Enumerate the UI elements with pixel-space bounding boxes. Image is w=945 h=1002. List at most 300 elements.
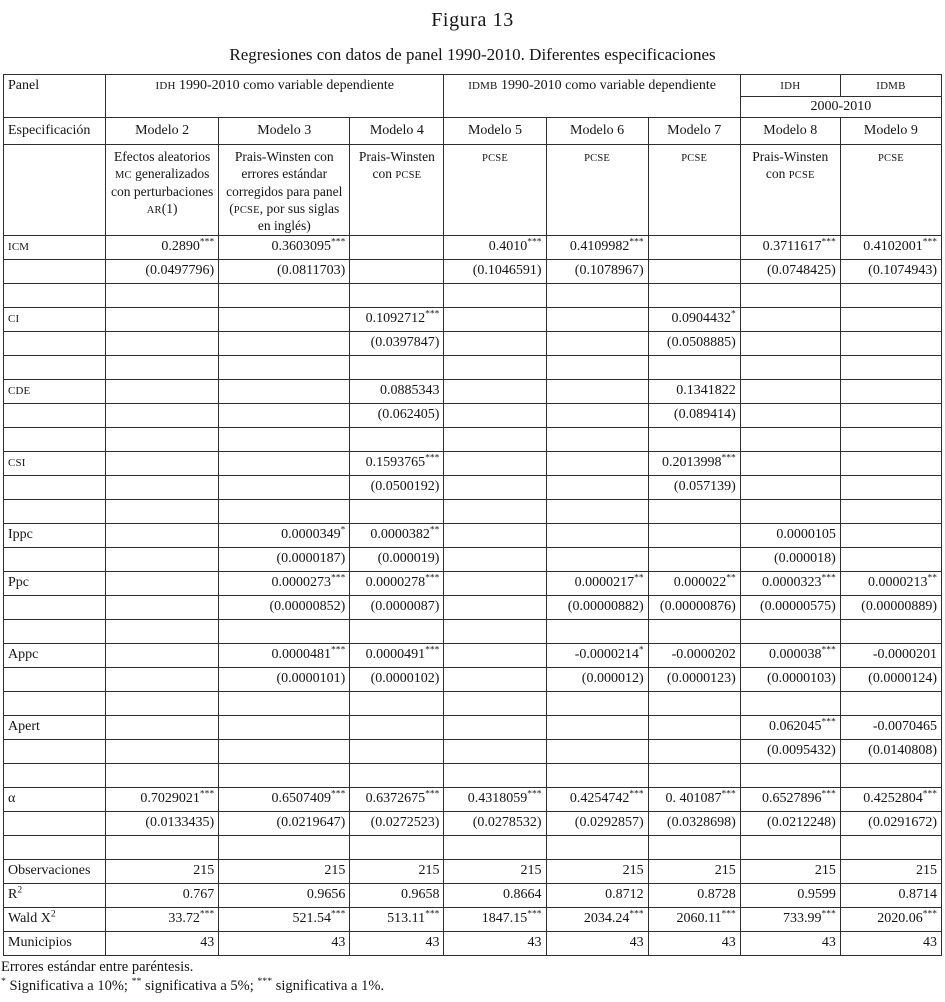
coef-cell	[840, 451, 941, 475]
empty-cell	[219, 283, 350, 307]
coef-cell	[840, 523, 941, 547]
coef-cell: 0.0000491***	[350, 643, 444, 667]
stat-cell: 0.8714	[840, 883, 941, 907]
se-cell: (0.0292857)	[546, 811, 648, 835]
se-cell	[740, 403, 840, 427]
coef-cell	[546, 523, 648, 547]
empty-cell	[106, 355, 219, 379]
row-label	[4, 403, 106, 427]
se-cell: (0.0000102)	[350, 667, 444, 691]
empty-cell	[740, 763, 840, 787]
coef-cell	[444, 307, 546, 331]
empty-cell	[219, 835, 350, 859]
empty-cell	[444, 763, 546, 787]
coef-cell	[444, 571, 546, 595]
empty-cell	[106, 499, 219, 523]
se-cell: (0.0000123)	[648, 667, 740, 691]
spec-cell: PCSE	[546, 145, 648, 236]
coef-cell: 0.7029021***	[106, 787, 219, 811]
coef-cell	[350, 715, 444, 739]
empty-cell	[740, 691, 840, 715]
empty-cell	[444, 835, 546, 859]
empty-cell	[840, 355, 941, 379]
table-row	[4, 523, 942, 547]
coef-cell	[106, 523, 219, 547]
coef-cell	[546, 307, 648, 331]
empty-cell	[444, 427, 546, 451]
stat-cell: 513.11***	[350, 907, 444, 931]
empty-cell	[648, 427, 740, 451]
empty-cell	[546, 835, 648, 859]
table-row	[4, 931, 942, 955]
empty-cell	[648, 499, 740, 523]
se-cell: (0.0212248)	[740, 811, 840, 835]
coef-cell: 0.0000481***	[219, 643, 350, 667]
coef-cell: 0.0000323***	[740, 571, 840, 595]
empty-cell	[444, 691, 546, 715]
row-label	[4, 739, 106, 763]
se-cell: (0.0000103)	[740, 667, 840, 691]
se-cell	[648, 739, 740, 763]
empty-cell	[840, 427, 941, 451]
empty-cell	[444, 499, 546, 523]
empty-cell	[444, 619, 546, 643]
stat-cell: 1847.15***	[444, 907, 546, 931]
stat-cell: 43	[444, 931, 546, 955]
se-cell	[350, 259, 444, 283]
se-cell	[546, 739, 648, 763]
se-cell	[219, 739, 350, 763]
stat-cell: 0.8664	[444, 883, 546, 907]
spec-cell: PCSE	[648, 145, 740, 236]
row-label: Municipios	[4, 931, 106, 955]
se-cell: (0.0219647)	[219, 811, 350, 835]
se-cell	[106, 547, 219, 571]
empty-cell	[648, 835, 740, 859]
empty-cell	[740, 283, 840, 307]
spacer-row	[4, 283, 942, 307]
se-cell	[444, 547, 546, 571]
se-cell	[350, 739, 444, 763]
se-cell	[219, 331, 350, 355]
coef-cell: 0.3603095***	[219, 235, 350, 259]
stat-cell: 0.767	[106, 883, 219, 907]
empty-cell	[546, 355, 648, 379]
stat-cell: 215	[350, 859, 444, 883]
coef-cell: 0.6372675***	[350, 787, 444, 811]
se-cell: (0.0000101)	[219, 667, 350, 691]
coef-cell: -0.0000214*	[546, 643, 648, 667]
table-row	[4, 307, 942, 331]
table-row	[4, 571, 942, 595]
se-cell	[840, 331, 941, 355]
table-row	[4, 331, 942, 355]
coef-cell	[219, 715, 350, 739]
header-row-models	[4, 118, 942, 145]
coef-cell: 0.000022**	[648, 571, 740, 595]
se-cell: (0.0278532)	[444, 811, 546, 835]
empty-cell	[219, 427, 350, 451]
stat-cell: 43	[106, 931, 219, 955]
se-cell: (0.089414)	[648, 403, 740, 427]
coef-cell: 0.4254742***	[546, 787, 648, 811]
empty-cell	[740, 835, 840, 859]
se-cell	[840, 475, 941, 499]
model-header: Modelo 5	[444, 118, 546, 145]
empty-cell	[106, 427, 219, 451]
row-label: Appc	[4, 643, 106, 667]
se-cell	[546, 403, 648, 427]
empty-cell	[546, 499, 648, 523]
se-cell	[444, 595, 546, 619]
se-cell: (0.1078967)	[546, 259, 648, 283]
coef-cell	[219, 451, 350, 475]
coef-cell: 0.062045***	[740, 715, 840, 739]
coef-cell: 0.000038***	[740, 643, 840, 667]
row-label	[4, 499, 106, 523]
coef-cell: -0.0000201	[840, 643, 941, 667]
empty-cell	[444, 283, 546, 307]
se-cell	[444, 403, 546, 427]
row-label	[4, 811, 106, 835]
header-row-panel	[4, 75, 942, 97]
se-cell	[840, 547, 941, 571]
se-cell	[546, 547, 648, 571]
table-row	[4, 403, 942, 427]
empty-cell	[740, 355, 840, 379]
empty-cell	[546, 427, 648, 451]
row-label	[4, 691, 106, 715]
se-cell: (0.0748425)	[740, 259, 840, 283]
group-header-idh-short: IDH	[740, 75, 840, 97]
se-cell	[840, 403, 941, 427]
row-label	[4, 667, 106, 691]
period-header: 2000-2010	[740, 97, 941, 118]
spacer-row	[4, 499, 942, 523]
spec-empty-cell	[4, 145, 106, 236]
stat-cell: 215	[444, 859, 546, 883]
se-cell	[546, 475, 648, 499]
se-cell	[106, 739, 219, 763]
stat-cell: 43	[740, 931, 840, 955]
empty-cell	[840, 283, 941, 307]
se-cell	[444, 739, 546, 763]
spacer-row	[4, 619, 942, 643]
coef-cell	[648, 715, 740, 739]
coef-cell: 0.0000278***	[350, 571, 444, 595]
se-cell	[740, 331, 840, 355]
table-row	[4, 907, 942, 931]
empty-cell	[350, 835, 444, 859]
se-cell: (0.0328698)	[648, 811, 740, 835]
stat-cell: 0.8712	[546, 883, 648, 907]
coef-cell: 0.0000273***	[219, 571, 350, 595]
table-row	[4, 595, 942, 619]
empty-cell	[106, 835, 219, 859]
model-header: Modelo 7	[648, 118, 740, 145]
row-label	[4, 355, 106, 379]
empty-cell	[350, 619, 444, 643]
se-cell: (0.0140808)	[840, 739, 941, 763]
coef-cell	[444, 715, 546, 739]
coef-cell	[840, 379, 941, 403]
coef-cell	[546, 451, 648, 475]
coef-cell	[740, 307, 840, 331]
stat-cell: 2034.24***	[546, 907, 648, 931]
coef-cell: 0.4102001***	[840, 235, 941, 259]
se-cell	[106, 667, 219, 691]
stat-cell: 215	[648, 859, 740, 883]
spacer-row	[4, 355, 942, 379]
table-row	[4, 667, 942, 691]
empty-cell	[740, 499, 840, 523]
coef-cell: -0.0000202	[648, 643, 740, 667]
stat-cell: 215	[546, 859, 648, 883]
model-header: Modelo 3	[219, 118, 350, 145]
spec-cell: Prais-Winsten con errores estándar corregidos para panel (PCSE, por sus siglas en inglés)	[219, 145, 350, 236]
se-cell	[219, 403, 350, 427]
model-header: Modelo 8	[740, 118, 840, 145]
row-label	[4, 283, 106, 307]
coef-cell: 0.6507409***	[219, 787, 350, 811]
se-cell: (0.062405)	[350, 403, 444, 427]
se-cell: (0.00000882)	[546, 595, 648, 619]
empty-cell	[546, 691, 648, 715]
se-cell: (0.0095432)	[740, 739, 840, 763]
spec-header-label: Especificación	[4, 118, 106, 145]
coef-cell	[350, 235, 444, 259]
row-label: CI	[4, 307, 106, 331]
se-cell: (0.000018)	[740, 547, 840, 571]
coef-cell: 0.1341822	[648, 379, 740, 403]
table-row	[4, 811, 942, 835]
spec-cell: Efectos aleatorios MC generalizados con perturbaciones AR(1)	[106, 145, 219, 236]
se-cell: (0.0000124)	[840, 667, 941, 691]
empty-cell	[106, 283, 219, 307]
coef-cell: 0.0904432*	[648, 307, 740, 331]
se-cell	[444, 667, 546, 691]
coef-cell	[648, 523, 740, 547]
stat-cell: 2020.06***	[840, 907, 941, 931]
table-row	[4, 235, 942, 259]
se-cell: (0.000012)	[546, 667, 648, 691]
coef-cell	[219, 379, 350, 403]
row-label	[4, 427, 106, 451]
coef-cell: 0.0000213**	[840, 571, 941, 595]
empty-cell	[219, 619, 350, 643]
spacer-row	[4, 427, 942, 451]
spec-cell: PCSE	[840, 145, 941, 236]
row-label: Apert	[4, 715, 106, 739]
se-cell: (0.0000087)	[350, 595, 444, 619]
se-cell: (0.00000876)	[648, 595, 740, 619]
se-cell	[219, 475, 350, 499]
se-cell: (0.0397847)	[350, 331, 444, 355]
se-cell: (0.0497796)	[106, 259, 219, 283]
table-row	[4, 883, 942, 907]
coef-cell: 0.0000382**	[350, 523, 444, 547]
row-label	[4, 259, 106, 283]
table-row	[4, 475, 942, 499]
se-cell: (0.0272523)	[350, 811, 444, 835]
se-cell	[106, 475, 219, 499]
coef-cell	[546, 379, 648, 403]
se-cell	[106, 331, 219, 355]
coef-cell: 0.1092712***	[350, 307, 444, 331]
coef-cell	[444, 379, 546, 403]
empty-cell	[840, 619, 941, 643]
coef-cell: 0.6527896***	[740, 787, 840, 811]
empty-cell	[546, 283, 648, 307]
page-title: Figura 13	[431, 9, 514, 31]
empty-cell	[648, 283, 740, 307]
empty-cell	[219, 691, 350, 715]
coef-cell	[219, 307, 350, 331]
stat-cell: 0.8728	[648, 883, 740, 907]
spec-cell: Prais-Winsten con PCSE	[350, 145, 444, 236]
coef-cell: 0.0000105	[740, 523, 840, 547]
row-label: Observaciones	[4, 859, 106, 883]
stat-cell: 43	[546, 931, 648, 955]
empty-cell	[546, 763, 648, 787]
stat-cell: 215	[840, 859, 941, 883]
stat-cell: 43	[350, 931, 444, 955]
se-cell: (0.1046591)	[444, 259, 546, 283]
se-cell: (0.0291672)	[840, 811, 941, 835]
row-label: Ppc	[4, 571, 106, 595]
empty-cell	[350, 763, 444, 787]
se-cell	[546, 331, 648, 355]
empty-cell	[106, 691, 219, 715]
row-label: CSI	[4, 451, 106, 475]
coef-cell: 0.4109982***	[546, 235, 648, 259]
se-cell	[444, 331, 546, 355]
spec-cell: Prais-Winsten con PCSE	[740, 145, 840, 236]
coef-cell	[106, 571, 219, 595]
se-cell: (0.0500192)	[350, 475, 444, 499]
stat-cell: 0.9658	[350, 883, 444, 907]
se-cell	[444, 475, 546, 499]
table-row	[4, 643, 942, 667]
footnote-significance: * Significativa a 10%; ** significativa a 5%; *** significativa a 1%.	[1, 975, 385, 994]
empty-cell	[350, 691, 444, 715]
se-cell: (0.00000889)	[840, 595, 941, 619]
coef-cell	[546, 715, 648, 739]
footnote-standard-errors: Errores estándar entre paréntesis.	[1, 958, 194, 975]
empty-cell	[648, 763, 740, 787]
footnotes	[1, 958, 945, 996]
empty-cell	[648, 619, 740, 643]
coef-cell: 0.4010***	[444, 235, 546, 259]
stat-cell: 43	[648, 931, 740, 955]
table-row	[4, 715, 942, 739]
stat-cell: 521.54***	[219, 907, 350, 931]
table-row	[4, 451, 942, 475]
coef-cell	[106, 451, 219, 475]
coef-cell	[106, 643, 219, 667]
empty-cell	[106, 619, 219, 643]
empty-cell	[350, 283, 444, 307]
spacer-row	[4, 691, 942, 715]
table-row	[4, 739, 942, 763]
coef-cell: 0.0885343	[350, 379, 444, 403]
stat-cell: 215	[106, 859, 219, 883]
empty-cell	[648, 355, 740, 379]
coef-cell	[106, 307, 219, 331]
se-cell	[740, 475, 840, 499]
results-table	[3, 74, 942, 956]
coef-cell: 0.1593765***	[350, 451, 444, 475]
se-cell: (0.0133435)	[106, 811, 219, 835]
row-label	[4, 595, 106, 619]
spec-cell: PCSE	[444, 145, 546, 236]
coef-cell: 0.2890***	[106, 235, 219, 259]
empty-cell	[740, 619, 840, 643]
empty-cell	[350, 427, 444, 451]
coef-cell	[740, 379, 840, 403]
model-header: Modelo 2	[106, 118, 219, 145]
spacer-row	[4, 763, 942, 787]
row-label: Ippc	[4, 523, 106, 547]
row-label: $R^2$	[4, 883, 106, 907]
header-row-specs	[4, 145, 942, 236]
se-cell: (0.0000187)	[219, 547, 350, 571]
coef-cell	[840, 307, 941, 331]
row-label	[4, 475, 106, 499]
empty-cell	[840, 691, 941, 715]
page-subtitle: Regresiones con datos de panel 1990-2010. Diferentes especificaciones	[229, 45, 716, 64]
se-cell	[648, 547, 740, 571]
empty-cell	[840, 835, 941, 859]
coef-cell: 0.0000349*	[219, 523, 350, 547]
coef-cell	[740, 451, 840, 475]
row-label: ICM	[4, 235, 106, 259]
se-cell: (0.00000852)	[219, 595, 350, 619]
stat-cell: 0.9656	[219, 883, 350, 907]
stat-cell: 2060.11***	[648, 907, 740, 931]
coef-cell: 0.0000217**	[546, 571, 648, 595]
coef-cell: 0.4252804***	[840, 787, 941, 811]
coef-cell	[106, 379, 219, 403]
row-label: Wald $X^2$	[4, 907, 106, 931]
coef-cell	[444, 451, 546, 475]
row-label: α	[4, 787, 106, 811]
se-cell	[106, 403, 219, 427]
model-header: Modelo 9	[840, 118, 941, 145]
stat-cell: 33.72***	[106, 907, 219, 931]
stat-cell: 215	[219, 859, 350, 883]
empty-cell	[219, 499, 350, 523]
group-header-idmb-short: IDMB	[840, 75, 941, 97]
row-label	[4, 835, 106, 859]
table-row	[4, 379, 942, 403]
empty-cell	[106, 763, 219, 787]
coef-cell: -0.0070465	[840, 715, 941, 739]
coef-cell: 0. 401087***	[648, 787, 740, 811]
se-cell: (0.0811703)	[219, 259, 350, 283]
table-row	[4, 787, 942, 811]
se-cell: (0.0508885)	[648, 331, 740, 355]
table-row	[4, 259, 942, 283]
group-header-idmb: IDMB 1990-2010 como variable dependiente	[444, 75, 740, 118]
empty-cell	[444, 355, 546, 379]
se-cell	[106, 595, 219, 619]
empty-cell	[350, 499, 444, 523]
coef-cell: 0.3711617***	[740, 235, 840, 259]
coef-cell	[444, 523, 546, 547]
empty-cell	[740, 427, 840, 451]
panel-header-label: Panel	[4, 75, 106, 118]
